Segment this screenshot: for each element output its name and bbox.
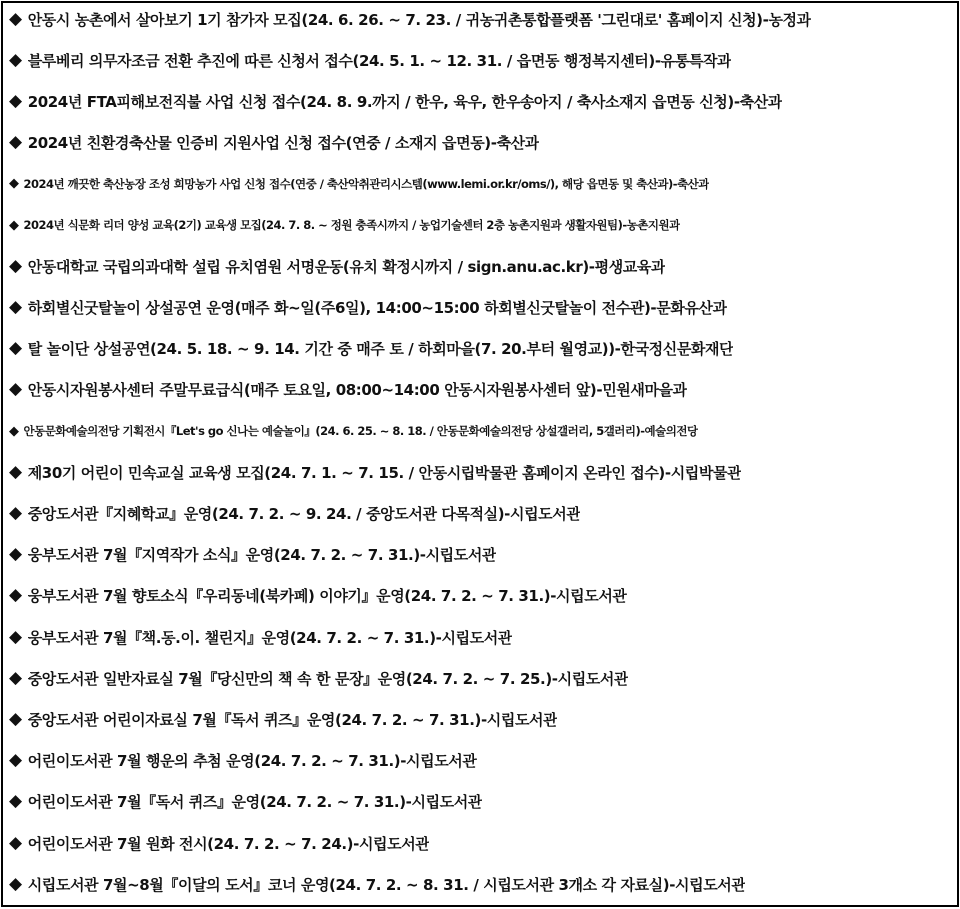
notice-item: [9, 661, 953, 695]
diamond-bullet-icon: ◆: [9, 379, 22, 400]
notice-item: [9, 620, 953, 654]
notice-item: [9, 538, 953, 572]
diamond-bullet-icon: ◆: [9, 461, 22, 482]
notice-item: [9, 249, 953, 283]
notice-item: [9, 84, 953, 118]
notice-text: 블루베리 의무자조금 전환 추진에 따른 신청서 접수(24. 5. 1. ~ 12. 31. / 읍면동 행정복지센터)-유통특작과: [27, 51, 732, 70]
diamond-bullet-icon: ◆: [9, 585, 22, 606]
diamond-bullet-icon: ◆: [9, 667, 22, 688]
notice-item: [9, 867, 953, 901]
diamond-bullet-icon: ◆: [9, 708, 22, 729]
notice-item: [9, 496, 953, 530]
notice-item: [9, 290, 953, 324]
diamond-bullet-icon: ◆: [9, 338, 22, 359]
notice-item: [9, 126, 953, 160]
diamond-bullet-icon: ◆: [9, 791, 22, 812]
notice-item: [9, 167, 953, 201]
notice-text: 안동시자원봉사센터 주말무료급식(매주 토요일, 08:00~14:00 안동시자원봉사센터 앞)-민원새마을과: [27, 381, 687, 400]
notice-item: [9, 43, 953, 77]
notice-text: 2024년 식문화 리더 양성 교육(2기) 교육생 모집(24. 7. 8. ~ 정원 충족시까지 / 농업기술센터 2층 농촌지원과 생활자원팀)-농촌지원과: [23, 218, 680, 232]
diamond-bullet-icon: ◆: [9, 90, 22, 111]
notice-text: 중앙도서관 일반자료실 7월『당신만의 책 속 한 문장』운영(24. 7. 2. ~ 7. 25.)-시립도서관: [27, 669, 629, 688]
notice-text: 제30기 어린이 민속교실 교육생 모집(24. 7. 1. ~ 7. 15. / 안동시립박물관 홈페이지 온라인 접수)-시립박물관: [27, 463, 742, 482]
notice-text: 어린이도서관 7월『독서 퀴즈』운영(24. 7. 2. ~ 7. 31.)-시립도서관: [27, 793, 482, 812]
notice-item: [9, 826, 953, 860]
diamond-bullet-icon: ◆: [9, 423, 19, 439]
diamond-bullet-icon: ◆: [9, 832, 22, 853]
diamond-bullet-icon: ◆: [9, 8, 22, 29]
notice-item: [9, 208, 953, 242]
notice-item: [9, 455, 953, 489]
diamond-bullet-icon: ◆: [9, 132, 22, 153]
notice-item: [9, 332, 953, 366]
notice-item: [9, 702, 953, 736]
notice-text: 중앙도서관 어린이자료실 7월『독서 퀴즈』운영(24. 7. 2. ~ 7. 31.)-시립도서관: [27, 710, 558, 729]
diamond-bullet-icon: ◆: [9, 544, 22, 565]
diamond-bullet-icon: ◆: [9, 750, 22, 771]
notice-item: [9, 414, 953, 448]
notice-text: 중앙도서관『지혜학교』운영(24. 7. 2. ~ 9. 24. / 중앙도서관 다목적실)-시립도서관: [27, 504, 581, 523]
notice-item: [9, 744, 953, 778]
diamond-bullet-icon: ◆: [9, 217, 19, 233]
notice-board: [1, 1, 959, 907]
notice-text: 안동시 농촌에서 살아보기 1기 참가자 모집(24. 6. 26. ~ 7. 23. / 귀농귀촌통합플랫폼 '그린대로' 홈페이지 신청)-농정과: [27, 10, 811, 29]
notice-text: 하회별신굿탈놀이 상설공연 운영(매주 화~일(주6일), 14:00~15:00 하회별신굿탈놀이 전수관)-문화유산과: [27, 298, 727, 317]
notice-text: 웅부도서관 7월 향토소식『우리동네(북카페) 이야기』운영(24. 7. 2. ~ 7. 31.)-시립도서관: [27, 587, 627, 606]
diamond-bullet-icon: ◆: [9, 873, 22, 894]
notice-item: [9, 2, 953, 36]
notice-text: 어린이도서관 7월 원화 전시(24. 7. 2. ~ 7. 24.)-시립도서관: [27, 834, 430, 853]
diamond-bullet-icon: ◆: [9, 49, 22, 70]
diamond-bullet-icon: ◆: [9, 296, 22, 317]
notice-text: 웅부도서관 7월『책.동.이. 챌린지』운영(24. 7. 2. ~ 7. 31.)-시립도서관: [27, 628, 512, 647]
notice-text: 안동문화예술의전당 기획전시『Let's go 신나는 예술놀이』(24. 6. 25. ~ 8. 18. / 안동문화예술의전당 상설갤러리, 5갤러리)-예술의전당: [23, 424, 698, 438]
diamond-bullet-icon: ◆: [9, 626, 22, 647]
notice-item: [9, 579, 953, 613]
notice-text: 2024년 깨끗한 축산농장 조성 희망농가 사업 신청 접수(연중 / 축산악취관리시스템(www.lemi.or.kr/oms/), 해당 읍면동 및 축산과)-축산과: [23, 176, 709, 191]
notice-text: 웅부도서관 7월『지역작가 소식』운영(24. 7. 2. ~ 7. 31.)-시립도서관: [27, 546, 497, 565]
diamond-bullet-icon: ◆: [9, 255, 22, 276]
notice-text: 안동대학교 국립의과대학 설립 유치염원 서명운동(유치 확정시까지 / sign.anu.ac.kr)-평생교육과: [27, 257, 666, 276]
notice-item: [9, 785, 953, 819]
notice-item: [9, 373, 953, 407]
notice-text: 2024년 FTA피해보전직불 사업 신청 접수(24. 8. 9.까지 / 한우, 육우, 한우송아지 / 축사소재지 읍면동 신청)-축산과: [27, 92, 782, 111]
diamond-bullet-icon: ◆: [9, 176, 19, 192]
diamond-bullet-icon: ◆: [9, 502, 22, 523]
notice-text: 탈 놀이단 상설공연(24. 5. 18. ~ 9. 14. 기간 중 매주 토 / 하회마을(7. 20.부터 월영교))-한국정신문화재단: [27, 340, 734, 359]
notice-text: 어린이도서관 7월 행운의 추첨 운영(24. 7. 2. ~ 7. 31.)-시립도서관: [27, 752, 477, 771]
notice-text: 시립도서관 7월~8월『이달의 도서』코너 운영(24. 7. 2. ~ 8. 31. / 시립도서관 3개소 각 자료실)-시립도서관: [27, 875, 746, 894]
notice-text: 2024년 친환경축산물 인증비 지원사업 신청 접수(연중 / 소재지 읍면동)-축산과: [27, 134, 539, 153]
